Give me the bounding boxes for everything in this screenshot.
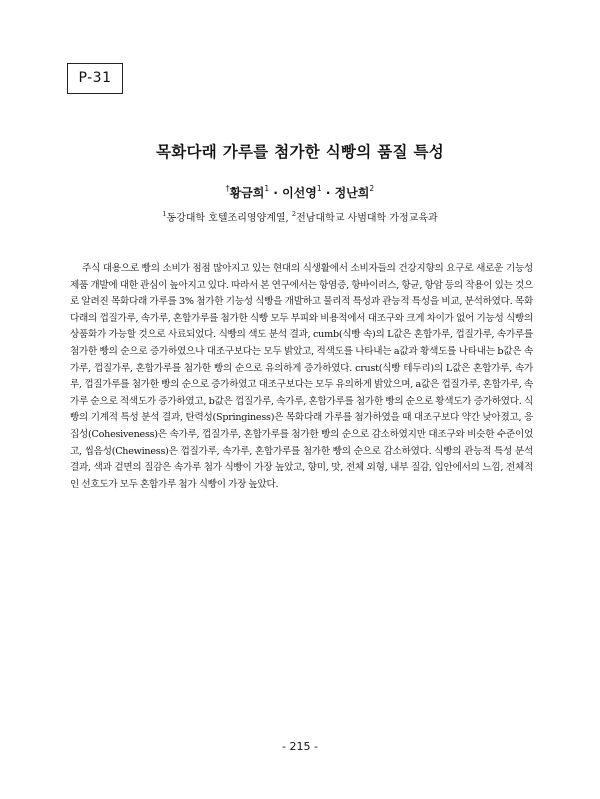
author-separator: · <box>325 186 331 200</box>
poster-number-box <box>67 63 123 94</box>
author-name: 이선영 <box>282 186 317 200</box>
author-affiliation-mark: 1 <box>264 184 270 193</box>
poster-number: P-31 <box>78 70 112 86</box>
affiliation-text: 동강대학 호텔조리영양계열, <box>166 213 292 224</box>
corresponding-author-mark: † <box>225 184 230 193</box>
author-name: 황금희 <box>229 186 265 200</box>
author-separator: · <box>273 186 278 200</box>
affiliation-line <box>0 209 600 224</box>
affiliation-text: 전남대학교 사범대학 가정교육과 <box>296 213 438 224</box>
page-number: - 215 - <box>282 740 318 753</box>
affiliation-mark: 1 <box>162 210 167 218</box>
author-line <box>0 184 600 201</box>
paper-title: 목화다래 가루를 첨가한 식빵의 품질 특성 <box>155 143 445 161</box>
author-name: 정난희 <box>334 186 370 200</box>
author-affiliation-mark: 1 <box>316 184 322 193</box>
abstract-body: 주식 대용으로 빵의 소비가 점점 많아지고 있는 현대의 식생활에서 소비자들의 건강지향의 요구로 새로운 기능성 제품 개발에 대한 관심이 높아지고 있다. 따라서 본 연구에서는 항염증, 항바이러스, 항균, 항암 등의 작용이 있는 것으로 알려진 목화다래 가루를 3% 첨가한 기능성 식빵을 개발하고 물리적 특성과 관능적 특성을 비교, 분석하였다. 목화다래의 껍질가루, 속가루, 혼합가루를 첨가한 식빵 모두 부피와 비용적에서 대조구와 크게 차이가 없어 기능성 식빵의 상품화가 가능할 것으로 사료되었다. 식빵의 색도 분석 결과, cumb(식빵 속)의 L값은 혼합가루, 껍질가루, 속가루를 첨가한 빵의 순으로 증가하였으나 대조구보다는 모두 밝았고, 적색도를 나타내는 a값과 황색도를 나타내는 b값은 속가루, 껍질가루, 혼합가루를 첨가한 빵의 순으로 유의하게 증가하였다. crust(식빵 테두리)의 L값은 혼합가루, 속가루, 껍질가루를 첨가한 빵의 순으로 증가하였고 대조구보다는 모두 유의하게 밝았으며, a값은 껍질가루, 혼합가루, 속가루 순으로 적색도가 증가하였고, b값은 껍질가루, 속가루, 혼합가루를 첨가한 빵의 순으로 황색도가 증가하였다. 식빵의 기계적 특성 분석 결과, 탄력성(Springiness)은 목화다래 가루를 첨가하였을 때 대조구보다 약간 낮아졌고, 응집성(Cohesiveness)은 속가루, 껍질가루, 혼합가루를 첨가한 빵의 순으로 감소하였지만 대조구와 비슷한 수준이었고, 씹음성(Chewiness)은 껍질가루, 속가루, 혼합가루를 첨가한 빵의 순으로 감소하였다. 식빵의 관능적 특성 분석 결과, 색과 겉면의 질감은 속가루 첨가 식빵이 가장 높았고, 향미, 맛, 전체 외형, 내부 질감, 입안에서의 느낌, 전체적인 선호도가 모두 혼합가루 첨가 식빵이 가장 높았다. <box>70 263 533 490</box>
affiliation-mark: 2 <box>291 210 297 218</box>
author-affiliation-mark: 2 <box>369 184 375 193</box>
